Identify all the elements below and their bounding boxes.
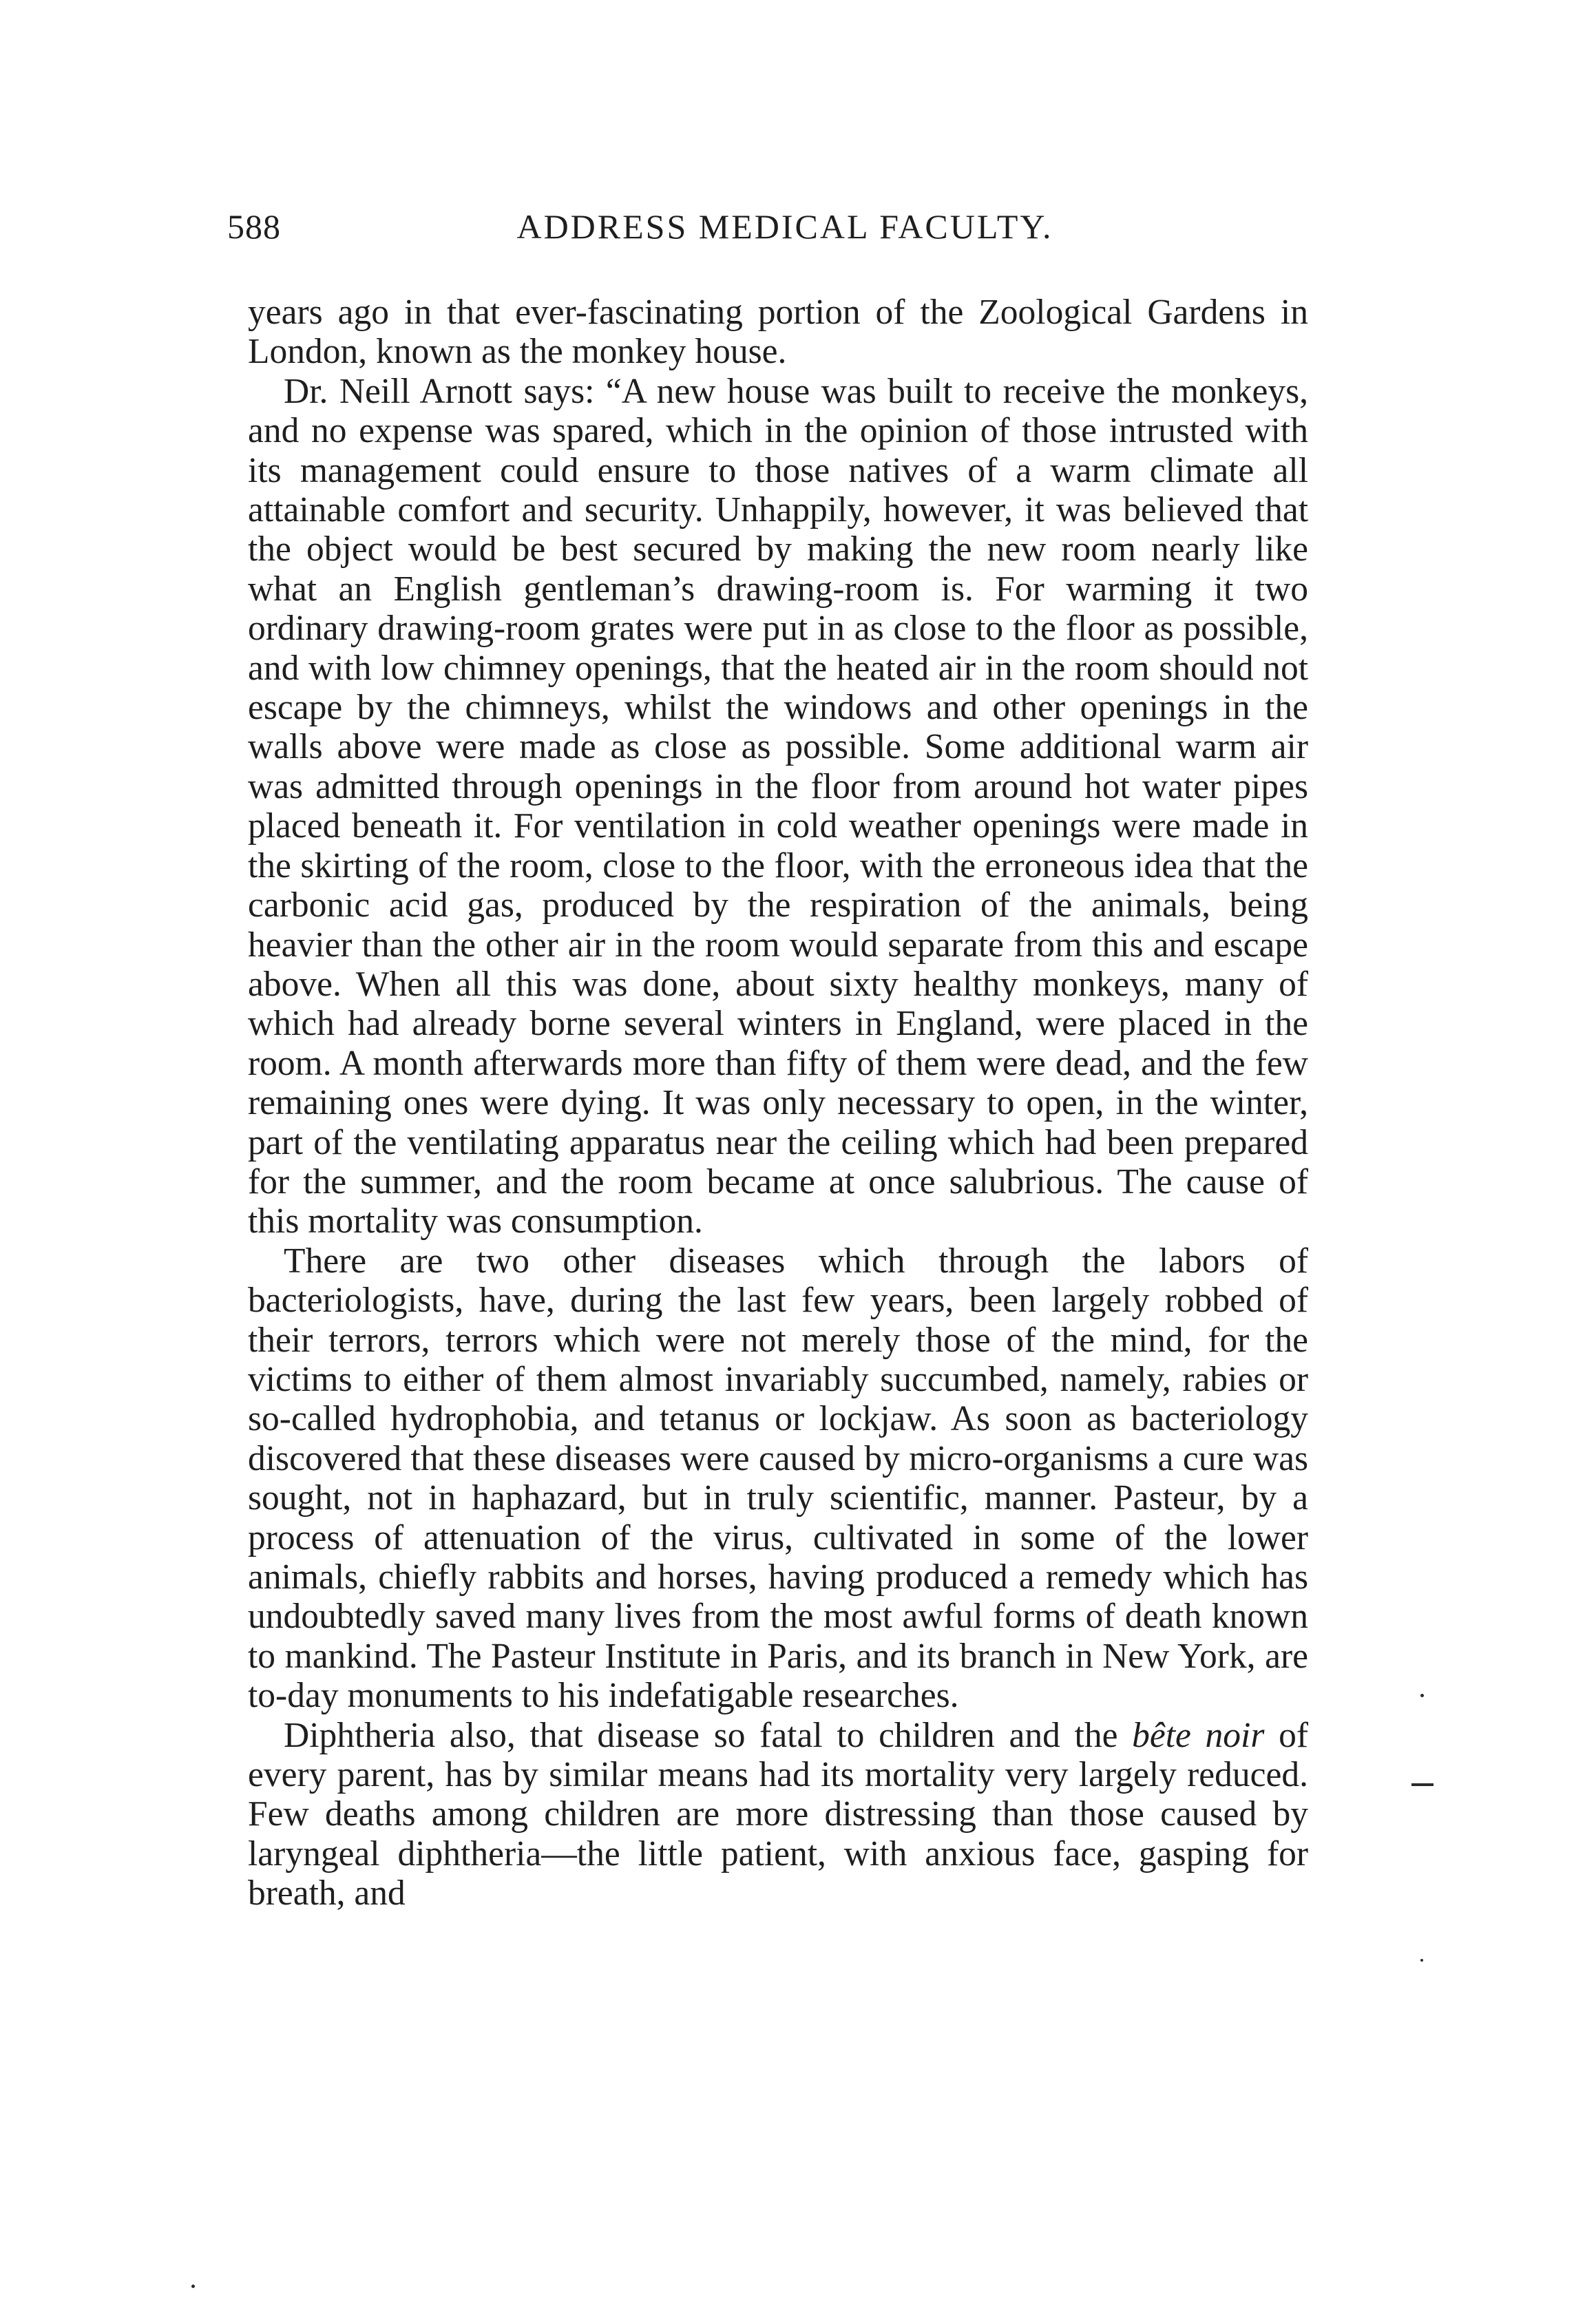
diphtheria-text-rest: of every parent, has by similar means had its mortality very largely reduced. Few deaths among children are more distressing than those caused by laryngeal diphtheria—the little patient, with anxious face, gasping for breath, and — [248, 1715, 1308, 1913]
margin-dot-mark — [191, 2285, 195, 2288]
running-head — [227, 207, 1315, 262]
margin-dot-mark — [1420, 1959, 1423, 1962]
italic-bete-noir: bête noir — [1132, 1715, 1265, 1755]
paragraph-diphtheria — [248, 1716, 1308, 1913]
page-number: 588 — [227, 207, 281, 246]
paragraph-rabies-tetanus: There are two other diseases which through the labors of bacteriologists, have, during the last few years, been largely robbed of their terrors, terrors which were not merely those of the mind, for the victims to either of them almost invariably succumbed, namely, rabies or so-called hydrophobia, and tetanus or lockjaw. As soon as bacteriology discovered that these diseases were caused by micro-organisms a cure was sought, not in haphazard, but in truly scientific, manner. Pasteur, by a process of attenuation of the virus, cultivated in some of the lower animals, chiefly rabbits and horses, having produced a remedy which has undoubtedly saved many lives from the most awful forms of death known to mankind. The Pasteur Institute in Paris, and its branch in New York, are to-day monuments to his indefatigable researches. — [248, 1241, 1308, 1716]
margin-dash-mark — [1411, 1783, 1434, 1786]
paragraph-continued: years ago in that ever-fascinating portion of the Zoological Gardens in London, known as the monkey house. — [248, 293, 1308, 372]
running-title: ADDRESS MEDICAL FACULTY. — [516, 207, 1053, 246]
body-text — [248, 293, 1308, 1913]
margin-dot-mark — [1420, 1694, 1424, 1697]
diphtheria-text-start: Diphtheria also, that disease so fatal to children and the — [284, 1715, 1133, 1755]
paragraph-arnott-quote: Dr. Neill Arnott says: “A new house was built to receive the monkeys, and no expense was spared, which in the opinion of those intrusted with its management could ensure to those natives of a warm climate all attainable comfort and security. Unhappily, however, it was believed that the object would be best secured by making the new room nearly like what an English gentleman’s drawing-room is. For warming it two ordinary drawing-room grates were put in as close to the floor as possible, and with low chimney openings, that the heated air in the room should not escape by the chimneys, whilst the windows and other openings in the walls above were made as close as possible. Some additional warm air was admitted through openings in the floor from around hot water pipes placed beneath it. For ventilation in cold weather openings were made in the skirting of the room, close to the floor, with the erroneous idea that the carbonic acid gas, produced by the respiration of the animals, being heavier than the other air in the room would separate from this and escape above. When all this was done, about sixty healthy monkeys, many of which had already borne several winters in England, were placed in the room. A month afterwards more than fifty of them were dead, and the few remaining ones were dying. It was only necessary to open, in the winter, part of the ventilating apparatus near the ceiling which had been prepared for the summer, and the room became at once salubrious. The cause of this mortality was consumption. — [248, 371, 1308, 1241]
